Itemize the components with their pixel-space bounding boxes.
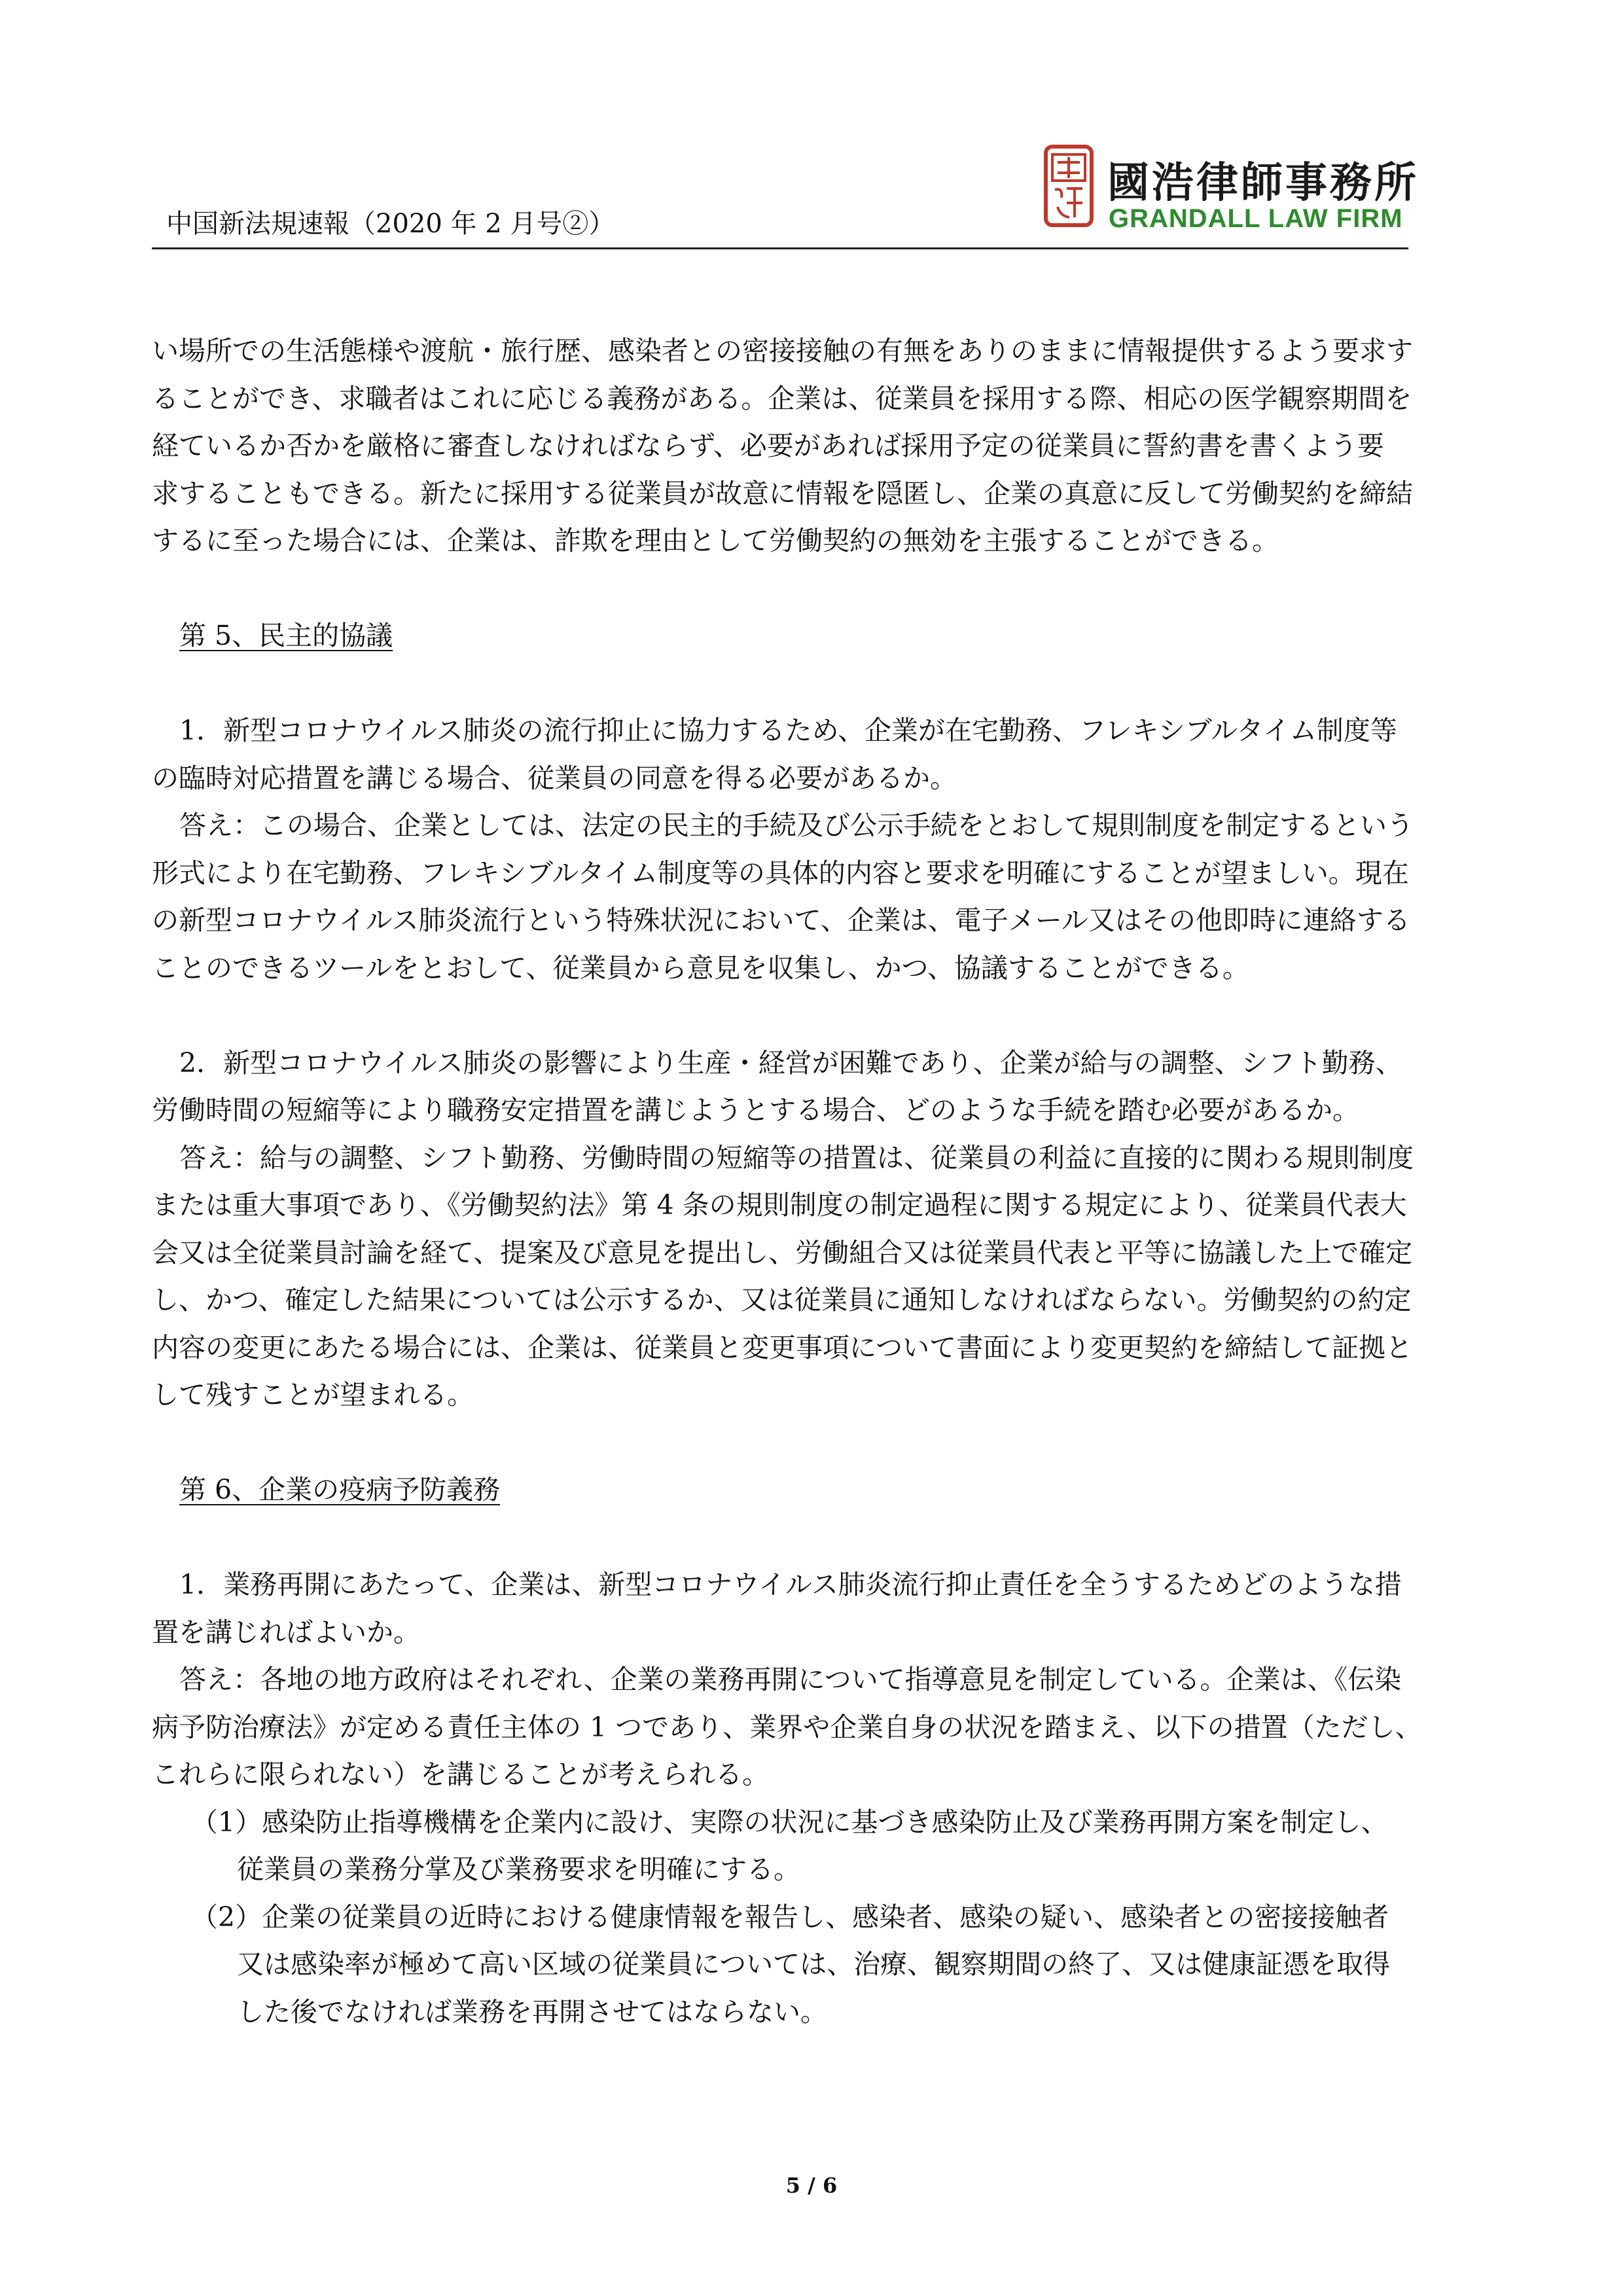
section-heading-6-text: 第 6、企業の疫病予防義務 bbox=[179, 1474, 501, 1505]
question-line: 1．業務再開にあたって、企業は、新型コロナウイルス肺炎流行抑止責任を全うするためどのような措 bbox=[179, 1569, 1402, 1600]
question-line: 1．新型コロナウイルス肺炎の流行抑止に協力するため、企業が在宅勤務、フレキシブルタイム制度等 bbox=[179, 715, 1397, 746]
paragraph-line: い場所での生活態様や渡航・旅行歴、感染者との密接接触の有無をありのままに情報提供するよう要求す bbox=[152, 335, 1413, 367]
answer-line: 答え：この場合、企業としては、法定の民主的手続及び公示手続をとおして規則制度を制定するという bbox=[179, 810, 1414, 841]
section-heading-6 bbox=[152, 1466, 1474, 1514]
list-item-line: 従業員の業務分掌及び業務要求を明確にする。 bbox=[237, 1854, 800, 1885]
question-line: 置を講じればよいか。 bbox=[152, 1616, 420, 1648]
answer-line: 形式により在宅勤務、フレキシブルタイム制度等の具体的内容と要求を明確にすることが望ましい。現在 bbox=[152, 857, 1409, 889]
list-item-line: 又は感染率が極めて高い区域の従業員については、治療、観察期間の終了、又は健康証憑を取得 bbox=[237, 1948, 1391, 1980]
page-header bbox=[152, 139, 1419, 250]
answer-line: 会又は全従業員討論を経て、提案及び意見を提出し、労働組合又は従業員代表と平等に協議した上で確定 bbox=[152, 1236, 1413, 1268]
seal-logo-icon bbox=[1043, 144, 1094, 228]
answer-line: 内容の変更にあたる場合には、企業は、従業員と変更事項について書面により変更契約を締結して証拠と bbox=[152, 1331, 1413, 1363]
paragraph-line: するに至った場合には、企業は、詐欺を理由として労働契約の無効を主張することができる。 bbox=[152, 525, 1279, 556]
answer-line: 答え：給与の調整、シフト勤務、労働時間の短縮等の措置は、従業員の利益に直接的に関わる規則制度 bbox=[179, 1141, 1414, 1174]
list-item-line: （2）企業の従業員の近時における健康情報を報告し、感染者、感染の疑い、感染者との密接接触者 bbox=[191, 1901, 1389, 1933]
answer-line: または重大事項であり、《労働契約法》第 4 条の規則制度の制定過程に関する規定により、従業員代表大 bbox=[152, 1189, 1407, 1221]
answer-line: ことのできるツールをとおして、従業員から意見を収集し、かつ、協議することができる。 bbox=[152, 952, 1249, 984]
header-divider bbox=[152, 247, 1408, 249]
paragraph-line: 求することもできる。新たに採用する従業員が故意に情報を隠匿し、企業の真意に反して労働契約を締結 bbox=[152, 477, 1413, 509]
page-number: 5 / 6 bbox=[785, 2173, 838, 2198]
answer-line: し、かつ、確定した結果については公示するか、又は従業員に通知しなければならない。労働契約の約定 bbox=[152, 1284, 1412, 1316]
question-line: の臨時対応措置を講じる場合、従業員の同意を得る必要があるか。 bbox=[152, 762, 957, 794]
answer-line: 病予防治療法》が定める責任主体の 1 つであり、業界や企業自身の状況を踏まえ、以下の措置（ただし、 bbox=[152, 1711, 1422, 1743]
answer-line: して残すことが望まれる。 bbox=[152, 1379, 474, 1410]
document-body bbox=[152, 327, 1474, 2036]
section-heading-5-text: 第 5、民主的協議 bbox=[179, 620, 393, 651]
paragraph-line: ることができ、求職者はこれに応じる義務がある。企業は、従業員を採用する際、相応の医学観察期間を bbox=[152, 382, 1412, 414]
question-line: 労働時間の短縮等により職務安定措置を講じようとする場合、どのような手続を踏む必要があるか。 bbox=[152, 1094, 1359, 1126]
firm-name-chinese: 國浩律師事務所 bbox=[1107, 159, 1419, 207]
section-heading-5 bbox=[152, 612, 1474, 660]
answer-line: の新型コロナウイルス肺炎流行という特殊状況において、企業は、電子メール又はその他即時に連絡する bbox=[152, 905, 1410, 936]
question-line: 2．新型コロナウイルス肺炎の影響により生産・経営が困難であり、企業が給与の調整、シフト勤務、 bbox=[179, 1047, 1402, 1079]
newsletter-title: 中国新法規速報（2020 年 2 月号②） bbox=[166, 209, 615, 239]
list-item-line: （1）感染防止指導機構を企業内に設け、実際の状況に基づき感染防止及び業務再開方案を制定し、 bbox=[191, 1806, 1388, 1838]
list-item-line: した後でなければ業務を再開させてはならない。 bbox=[237, 1996, 827, 2028]
firm-name-english: GRANDALL LAW FIRM bbox=[1109, 204, 1403, 233]
answer-line: 答え：各地の地方政府はそれぞれ、企業の業務再開について指導意見を制定している。企業は、《伝染 bbox=[179, 1664, 1402, 1695]
paragraph-line: 経ているか否かを厳格に審査しなければならず、必要があれば採用予定の従業員に誓約書を書くよう要 bbox=[152, 430, 1384, 461]
answer-line: これらに限られない）を講じることが考えられる。 bbox=[152, 1759, 769, 1790]
